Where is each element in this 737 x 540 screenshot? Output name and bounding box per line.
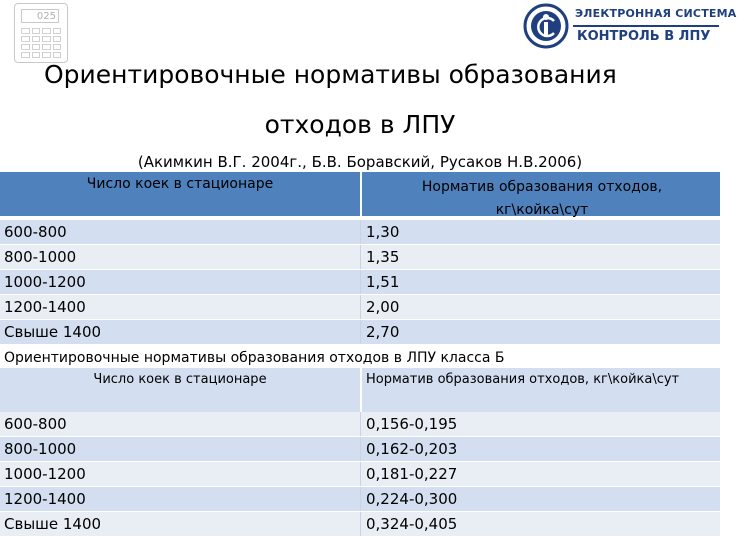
beds-cell: Свыше 1400 — [4, 515, 102, 533]
table-row — [0, 462, 720, 486]
beds-cell: 1000-1200 — [4, 465, 86, 483]
norm-cell: 2,70 — [366, 323, 400, 341]
page-title-line2: отходов в ЛПУ — [264, 110, 456, 139]
table1-header — [0, 172, 720, 216]
table-row — [0, 512, 720, 536]
table2-col1-header: Число коек в стационаре — [93, 372, 267, 387]
calculator-display: 025 — [21, 9, 59, 23]
table-row — [0, 295, 720, 319]
beds-cell: 600-800 — [4, 223, 67, 241]
table-row — [0, 437, 720, 461]
table2-header — [0, 368, 720, 412]
logo-line1: ЭЛЕКТРОННАЯ СИСТЕМА — [575, 7, 737, 20]
beds-cell: 1200-1400 — [4, 490, 86, 508]
table1-col2-header-line1: Норматив образования отходов, — [421, 179, 663, 195]
beds-cell: 1000-1200 — [4, 273, 86, 291]
norm-cell: 0,162-0,203 — [366, 440, 458, 458]
table-row — [0, 220, 720, 244]
calculator-icon — [14, 3, 68, 63]
page-subtitle: (Акимкин В.Г. 2004г., Б.В. Боравский, Русаков Н.В.2006) — [137, 153, 583, 171]
table1-col2-header — [364, 176, 720, 222]
logo-line2-box — [573, 25, 719, 49]
table2-col2-header: Норматив образования отходов, кг\койка\сут — [366, 372, 680, 387]
norm-cell: 1,51 — [366, 273, 400, 291]
logo-line2: КОНТРОЛЬ В ЛПУ — [577, 29, 711, 44]
norm-cell: 0,156-0,195 — [366, 415, 458, 433]
beds-cell: 1200-1400 — [4, 298, 86, 316]
brand-logo — [523, 3, 737, 49]
beds-cell: Свыше 1400 — [4, 323, 102, 341]
table1-col2-header-line2: кг\койка\сут — [495, 202, 589, 218]
calculator-keys — [21, 28, 61, 58]
beds-cell: 800-1000 — [4, 440, 77, 458]
table-row — [0, 245, 720, 269]
norm-cell: 2,00 — [366, 298, 400, 316]
page-title-line1: Ориентировочные нормативы образования — [44, 60, 617, 89]
table-row — [0, 270, 720, 294]
beds-cell: 600-800 — [4, 415, 67, 433]
table2-caption: Ориентировочные нормативы образования отходов в ЛПУ класса Б — [4, 350, 505, 366]
norm-cell: 1,35 — [366, 248, 400, 266]
norm-cell: 0,324-0,405 — [366, 515, 458, 533]
norm-cell: 0,181-0,227 — [366, 465, 458, 483]
norm-cell: 0,224-0,300 — [366, 490, 458, 508]
beds-cell: 800-1000 — [4, 248, 77, 266]
table-row — [0, 487, 720, 511]
norm-cell: 1,30 — [366, 223, 400, 241]
table1-col1-header: Число коек в стационаре — [86, 176, 274, 192]
logo-emblem-icon — [523, 3, 569, 49]
table-row — [0, 412, 720, 436]
table-row — [0, 320, 720, 344]
